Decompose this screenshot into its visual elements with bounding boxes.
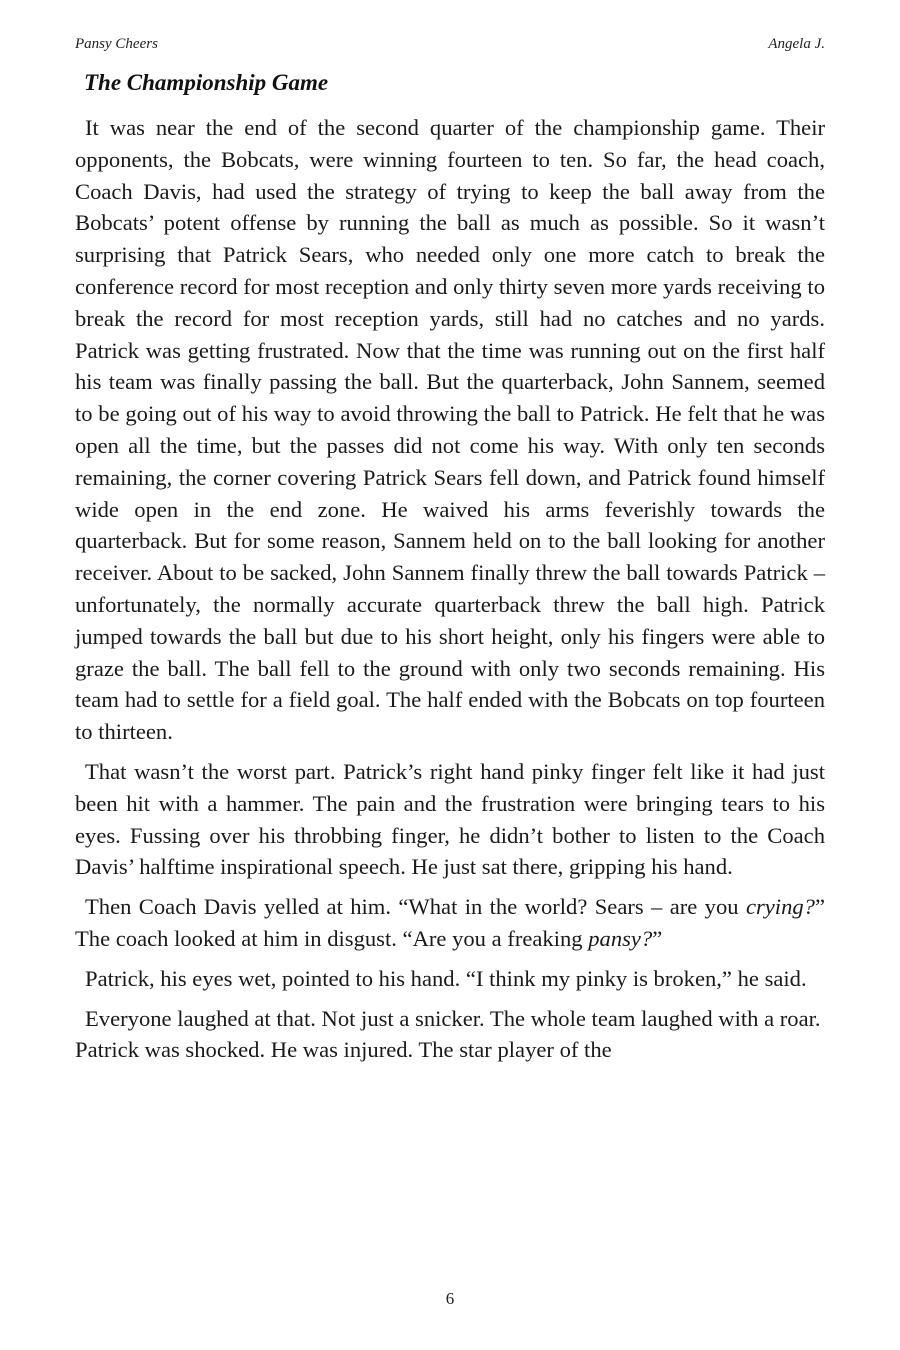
header-book-title: Pansy Cheers — [75, 36, 158, 52]
chapter-title: The Championship Game — [84, 70, 329, 95]
paragraph-3 — [75, 891, 825, 955]
running-header — [75, 36, 825, 56]
paragraph-1: It was near the end of the second quarter of the championship game. Their opponents, the Bobcats, were winning fourteen to ten. So far, the head coach, Coach Davis, had used the strategy of trying to keep the ball away from the Bobcats’ potent offense by running the ball as much as possible. So it wasn’t surprising that Patrick Sears, who needed only one more catch to break the conference record for most reception and only thirty seven more yards receiving to break the record for most reception yards, still had no catches and no yards. Patrick was getting frustrated. Now that the time was running out on the first half his team was finally passing the ball. But the quarterback, John Sannem, seemed to be going out of his way to avoid throwing the ball to Patrick. He felt that he was open all the time, but the passes did not come his way. With only ten seconds remaining, the corner covering Patrick Sears fell down, and Patrick found himself wide open in the end zone. He waived his arms feverishly towards the quarterback. But for some reason, Sannem held on to the ball looking for another receiver. About to be sacked, John Sannem finally threw the ball towards Patrick – unfortunately, the normally accurate quarterback threw the ball high. Patrick jumped towards the ball but due to his short height, only his fingers were able to graze the ball. The ball fell to the ground with only two seconds remaining. His team had to settle for a field goal. The half ended with the Bobcats on top fourteen to thirteen. — [75, 115, 825, 745]
paragraph-5: Everyone laughed at that. Not just a snicker. The whole team laughed with a roar. Patrick was shocked. He was injured. The star player of the — [75, 1005, 821, 1063]
body-text — [75, 112, 825, 1074]
paragraph-4: Patrick, his eyes wet, pointed to his hand. “I think my pinky is broken,” he said. — [85, 965, 807, 991]
page-number: 6 — [445, 1289, 455, 1308]
paragraph-3-text-c: ” — [652, 925, 663, 951]
paragraph-3-emphasis-pansy: pansy? — [588, 925, 653, 951]
paragraph-3-text-b: ” The coach looked at him in disgust. “Are you a freaking — [75, 894, 825, 951]
paragraph-3-text-a: Then Coach Davis yelled at him. “What in the world? Sears – are you — [85, 894, 746, 920]
paragraph-2: That wasn’t the worst part. Patrick’s right hand pinky finger felt like it had just been hit with a hammer. The pain and the frustration were bringing tears to his eyes. Fussing over his throbbing finger, he didn’t bother to listen to the Coach Davis’ halftime inspirational speech. He just sat there, gripping his hand. — [75, 758, 825, 880]
header-author: Angela J. — [768, 36, 825, 52]
paragraph-3-emphasis-crying: crying? — [745, 894, 815, 920]
